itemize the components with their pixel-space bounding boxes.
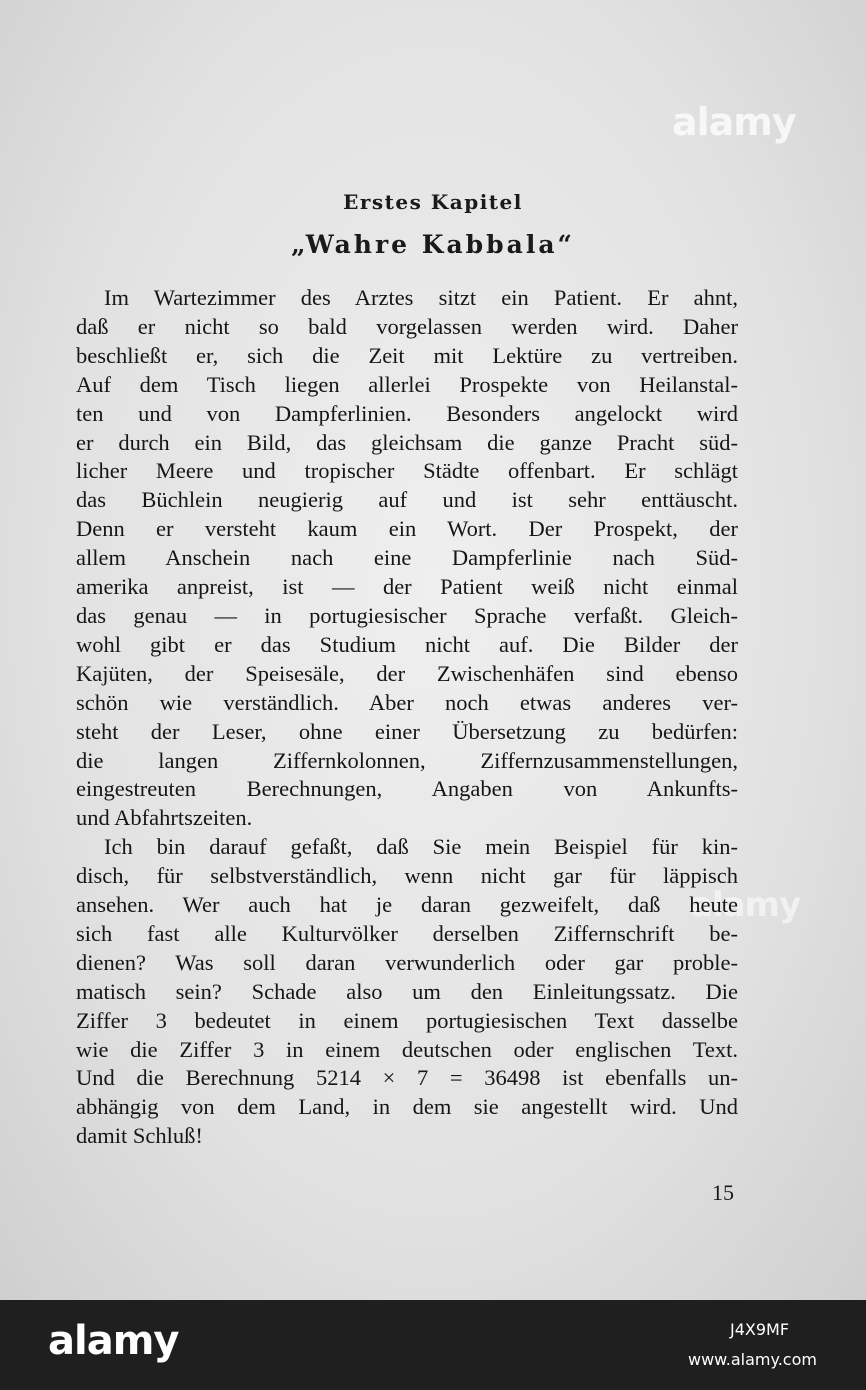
body-text [76, 284, 738, 1151]
text-line: schön wie verständlich. Aber noch etwas anderes ver- [76, 689, 738, 715]
text-line: licher Meere und tropischer Städte offenbart. Er schlägt [76, 458, 738, 484]
text-line: sich fast alle Kulturvölker derselben Ziffernschrift be- [76, 920, 738, 946]
text-line: dienen? Was soll daran verwunderlich oder gar proble- [76, 949, 738, 975]
chapter-label: Erstes Kapitel [343, 190, 523, 214]
watermark: alamy [690, 885, 801, 925]
image-id: J4X9MF [730, 1320, 790, 1339]
text-line: ten und von Dampferlinien. Besonders angelockt wird [76, 400, 738, 426]
text-line: beschließt er, sich die Zeit mit Lektüre zu vertreiben. [76, 342, 738, 368]
text-line: er durch ein Bild, das gleichsam die ganze Pracht süd- [76, 429, 738, 455]
chapter-title: „Wahre Kabbala“ [291, 230, 575, 259]
text-line: das Büchlein neugierig auf und ist sehr enttäuscht. [76, 487, 738, 513]
text-line: steht der Leser, ohne einer Übersetzung zu bedürfen: [76, 718, 738, 744]
text-line: daß er nicht so bald vorgelassen werden wird. Daher [76, 313, 738, 339]
text-line: und Abfahrtszeiten. [76, 805, 253, 831]
text-line: das genau — in portugiesischer Sprache verfaßt. Gleich- [76, 602, 738, 628]
text-line: eingestreuten Berechnungen, Angaben von Ankunfts- [76, 776, 738, 802]
text-line: ansehen. Wer auch hat je daran gezweifelt, daß heute [76, 892, 738, 918]
text-line: Auf dem Tisch liegen allerlei Prospekte von Heilanstal- [76, 371, 738, 397]
text-line: Ich bin darauf gefaßt, daß Sie mein Beispiel für kin- [104, 834, 738, 860]
text-line: wie die Ziffer 3 in einem deutschen oder englischen Text. [76, 1036, 738, 1062]
website-url: www.alamy.com [688, 1350, 817, 1369]
text-line: damit Schluß! [76, 1123, 203, 1149]
text-line: amerika anpreist, ist — der Patient weiß nicht einmal [76, 574, 738, 600]
text-line: Ziffer 3 bedeutet in einem portugiesischen Text dasselbe [76, 1007, 738, 1033]
text-line: disch, für selbstverständlich, wenn nicht gar für läppisch [76, 863, 738, 889]
text-line: wohl gibt er das Studium nicht auf. Die Bilder der [76, 631, 738, 657]
text-line: matisch sein? Schade also um den Einleitungssatz. Die [76, 978, 738, 1004]
text-line: Und die Berechnung 5214 × 7 = 36498 ist ebenfalls un- [76, 1065, 738, 1091]
text-line: abhängig von dem Land, in dem sie angestellt wird. Und [76, 1094, 738, 1120]
paragraph [76, 833, 738, 1151]
page-number: 15 [712, 1180, 734, 1205]
text-line: Denn er versteht kaum ein Wort. Der Prospekt, der [76, 516, 738, 542]
text-line: Kajüten, der Speisesäle, der Zwischenhäfen sind ebenso [76, 660, 738, 686]
text-line: die langen Ziffernkolonnen, Ziffernzusammenstellungen, [76, 747, 738, 773]
text-line: allem Anschein nach eine Dampferlinie nach Süd- [76, 545, 738, 571]
text-line: Im Wartezimmer des Arztes sitzt ein Patient. Er ahnt, [104, 285, 738, 310]
paragraph [76, 284, 738, 833]
watermark: alamy [672, 100, 796, 144]
brand-logo: alamy [48, 1318, 179, 1364]
